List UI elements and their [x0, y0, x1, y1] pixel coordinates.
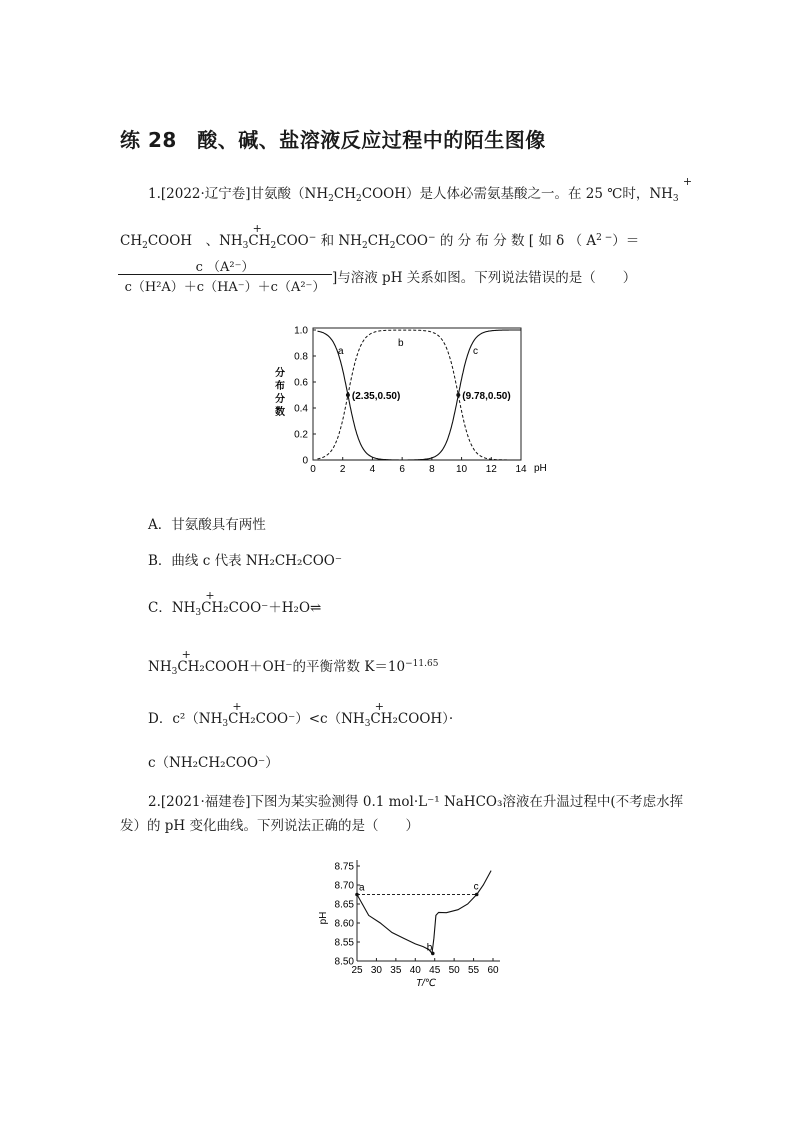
x-tick-label: 8: [429, 464, 435, 475]
fraction-denominator: c（H²A）＋c（HA⁻）＋c（A²⁻）: [124, 280, 326, 295]
q1-line1: 1.[2022·辽宁卷]甘氨酸$(NH_2CH_2COOH)$是人体必需氨基酸之一。在 25 ℃时，NH + $_3$: [148, 175, 693, 204]
point-b-label: b: [426, 942, 433, 954]
y-tick-label: 8.75: [334, 861, 354, 873]
ph-temperature-chart: [308, 852, 508, 992]
x-tick-label: 60: [487, 965, 499, 976]
page-title: 练 28 酸、碱、盐溶液反应过程中的陌生图像: [120, 128, 546, 152]
y-axis-label: pH: [318, 911, 329, 925]
point-c-label: c: [473, 881, 479, 893]
x-tick-label: 10: [456, 464, 468, 475]
q2-line1: 2.[2021·福建卷]下图为某实验测得 0.1 mol·L⁻¹ NaHCO₃溶液在升温过程中(不考虑水挥: [148, 794, 684, 810]
option-a: A．甘氨酸具有两性: [148, 517, 266, 533]
x-tick-label: 14: [515, 464, 527, 475]
option-d-line2: c（NH₂CH₂COO⁻）: [148, 755, 279, 771]
x-tick-label: 4: [369, 464, 376, 475]
x-tick-label: 30: [370, 965, 382, 976]
option-d-line1: D．c²（NH + $_3$CH₂COO⁻）<c（NH + $_3$CH₂COOH）·: [148, 700, 454, 729]
point-c: [475, 893, 479, 897]
y-tick-label: 0: [302, 455, 308, 467]
point-a-label: a: [359, 882, 365, 894]
x-tick-label: 6: [399, 464, 405, 475]
y-tick-label: 8.60: [334, 918, 354, 930]
y-tick-label: 1.0: [294, 325, 308, 337]
series-b-label: b: [398, 338, 404, 349]
q1-line2: $CH_2COOH$ 、NH + $_3CH_2COO^-$ 和 $NH_2CH_2COO^-$ 的 分 布 分 数 [ 如 δ （ $A^{2 -})=$: [120, 222, 640, 251]
y-tick-label: 0.8: [294, 351, 308, 363]
x-tick-label: 0: [310, 464, 316, 475]
intersection-label-2: (9.78,0.50): [462, 391, 511, 402]
intersection-label-1: (2.35,0.50): [351, 391, 401, 402]
y-axis-label: [275, 366, 285, 418]
q2-line2: 发）的 pH 变化曲线。下列说法正确的是（ ）: [120, 818, 419, 834]
x-tick-label: 40: [409, 965, 421, 976]
fraction-numerator: c （A²⁻）: [195, 260, 255, 275]
y-tick-label: 8.65: [334, 899, 354, 911]
x-tick-label: 45: [429, 965, 441, 976]
y-tick-label: 0.6: [294, 377, 308, 389]
y-tick-label: 0.4: [294, 403, 308, 415]
x-tick-label: 50: [448, 965, 460, 976]
y-tick-label: 8.70: [334, 880, 354, 892]
intersection-point-1: [346, 393, 350, 397]
svg-text:数: 数: [275, 407, 285, 418]
x-tick-label: 12: [485, 464, 497, 475]
x-axis-label: pH: [534, 463, 547, 474]
y-tick-label: 8.55: [334, 937, 354, 949]
x-tick-label: 25: [351, 965, 363, 976]
x-tick-label: 55: [468, 965, 480, 976]
series-c-label: c: [473, 346, 478, 357]
x-axis-label: T/℃: [415, 978, 437, 989]
y-tick-label: 0.2: [294, 429, 308, 441]
x-tick-label: 2: [339, 464, 346, 475]
series-a-label: a: [338, 346, 344, 357]
x-tick-label: 35: [390, 965, 402, 976]
ph-curve: [357, 871, 491, 954]
svg-text:分: 分: [275, 394, 285, 405]
intersection-point-2: [456, 393, 460, 397]
option-c-line1: C．NH + $_3$CH₂COO⁻＋H₂O⇌: [148, 589, 322, 618]
option-b: B．曲线 c 代表 NH₂CH₂COO⁻: [148, 553, 342, 569]
option-c-line2: NH + $_3$CH₂COOH＋OH⁻的平衡常数 $K=10^{-11.65}$: [148, 648, 439, 677]
svg-text:分: 分: [275, 368, 285, 379]
svg-text:布: 布: [275, 381, 285, 392]
y-tick-label: 8.50: [334, 956, 354, 968]
q1-fraction: [118, 256, 332, 295]
q1-line3: ]与溶液 pH 关系如图。下列说法错误的是（ ）: [332, 270, 637, 286]
distribution-chart: [268, 318, 558, 483]
